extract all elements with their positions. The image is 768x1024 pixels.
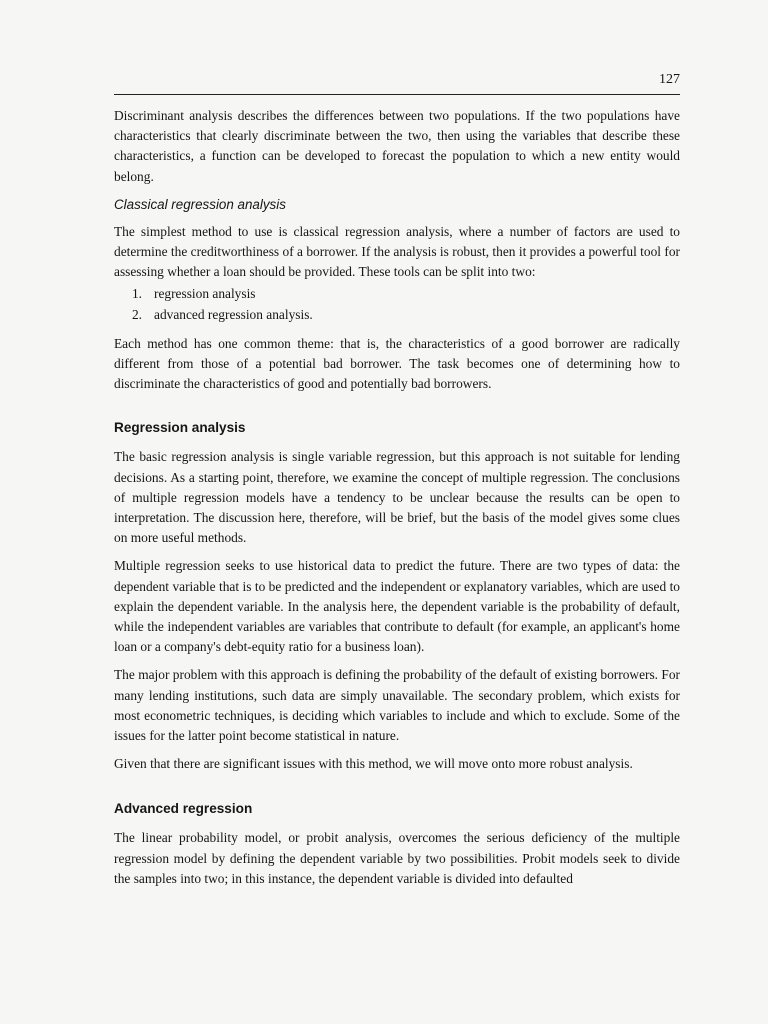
list-item: [114, 305, 680, 325]
list-item-number: 2.: [131, 306, 142, 322]
section-spacer: [114, 782, 680, 799]
classical-paragraph-2: Each method has one common theme: that is, the characteristics of a good borrower are radically different from those of a potential bad borrower. The task becomes one of determining how to discriminate the characteristics of good and potentially bad borrowers.: [114, 335, 680, 392]
methods-list: [114, 284, 680, 324]
list-item-number: 1.: [131, 286, 142, 302]
list-item-text: regression analysis: [154, 286, 256, 302]
page-body: [114, 106, 680, 897]
subheading-classical-regression: Classical regression analysis: [114, 196, 286, 212]
intro-paragraph: Discriminant analysis describes the differences between two populations. If the two populations have characteristics that clearly discriminate between the two, then using the variables that describe these characteristics, a function can be developed to forecast the population to which a new entity would belong.: [114, 108, 680, 184]
regression-paragraph-4: Given that there are significant issues with this method, we will move onto more robust analysis.: [114, 756, 633, 772]
section-spacer: [114, 402, 680, 418]
classical-paragraph-1: The simplest method to use is classical regression analysis, where a number of factors are used to determine the creditworthiness of a borrower. If the analysis is robust, then it provides a powerful tool for assessing whether a loan should be provided. These tools can be split into two:: [114, 223, 680, 280]
header-rule: [114, 94, 680, 95]
heading-regression-analysis: Regression analysis: [114, 420, 246, 436]
heading-advanced-regression: Advanced regression: [114, 801, 253, 817]
regression-paragraph-1: The basic regression analysis is single variable regression, but this approach is not suitable for lending decisions. As a starting point, therefore, we examine the concept of multiple regression. The conclusions of multiple regression models have a tendency to be unclear because the results can be open to interpretation. The discussion here, therefore, will be brief, but the basis of the model gives some clues on more useful methods.: [114, 449, 680, 546]
page-number: 127: [659, 72, 680, 87]
advanced-paragraph-1: The linear probability model, or probit analysis, overcomes the serious deficiency of the multiple regression model by defining the dependent variable by two possibilities. Probit models seek to divide the samples into two; in this instance, the dependent variable is divided into defaulted: [114, 830, 680, 886]
regression-paragraph-2: Multiple regression seeks to use historical data to predict the future. There are two types of data: the dependent variable that is to be predicted and the independent or explanatory variables, which are used to explain the dependent variable. In the analysis here, the dependent variable is the probability of default, while the independent variables are variables that contribute to default (for example, an applicant's home loan or a company's debt-equity ratio for a business loan).: [114, 558, 680, 655]
list-item: [114, 284, 680, 304]
regression-paragraph-3: The major problem with this approach is defining the probability of the default of existing borrowers. For many lending institutions, such data are simply unavailable. The secondary problem, which exists for most econometric techniques, is deciding which variables to include and which to exclude. Some of the issues for the latter point become statistical in nature.: [114, 667, 680, 744]
list-item-text: advanced regression analysis.: [154, 306, 313, 322]
